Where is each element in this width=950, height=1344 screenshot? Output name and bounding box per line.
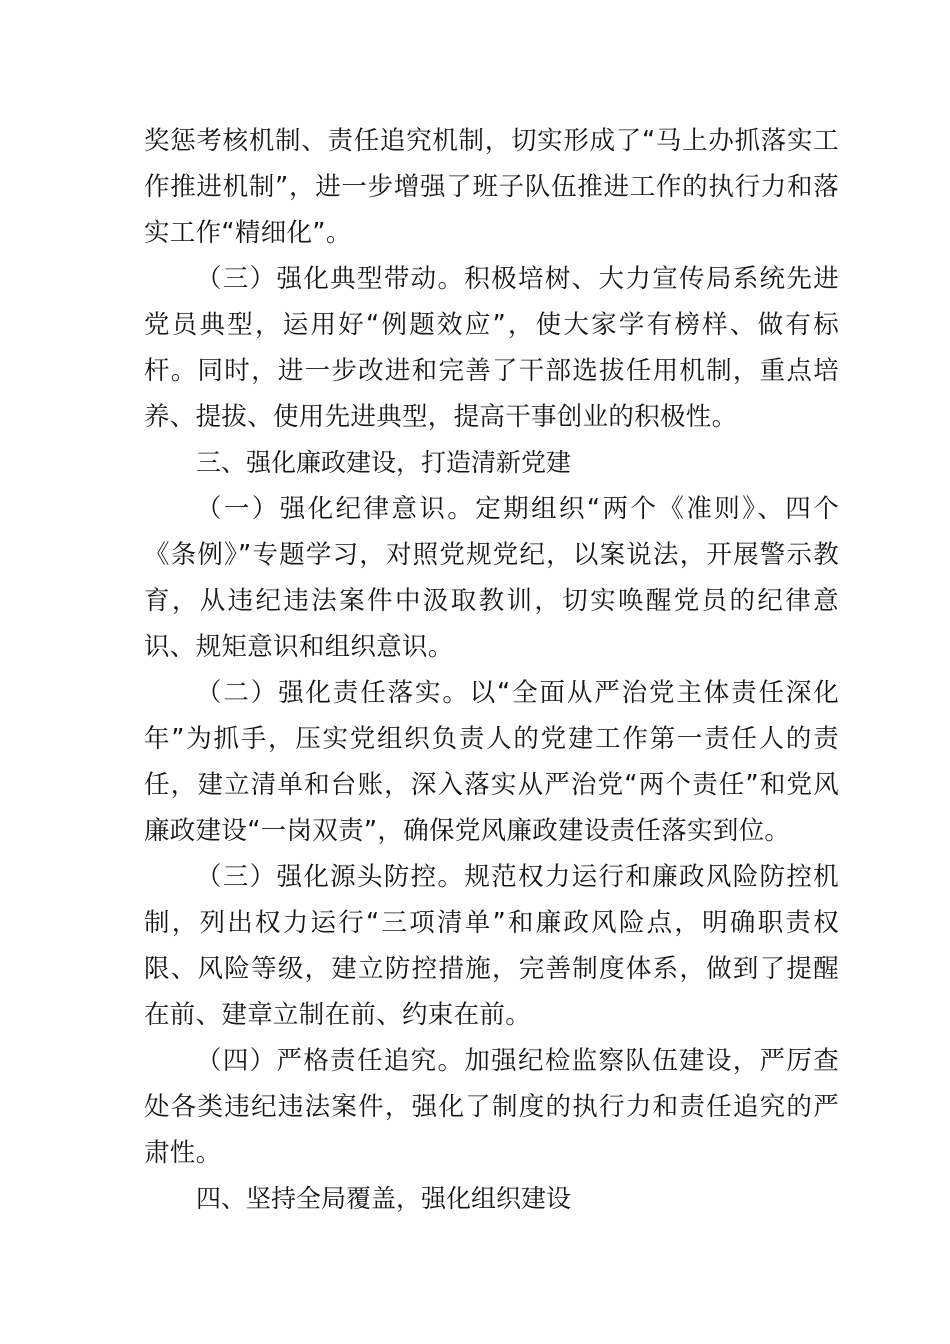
paragraph-discipline-awareness: （一）强化纪律意识。定期组织“两个《准则》、四个《条例》”专题学习，对照党规党纪，以案说法，开展警示教育，从违纪违法案件中汲取教训，切实唤醒党员的纪律意识、规矩意识和组织意识。	[144, 494, 839, 662]
document-body	[144, 118, 839, 1222]
paragraph-continuation: 奖惩考核机制、责任追究机制，切实形成了“马上办抓落实工作推进机制”，进一步增强了班子队伍推进工作的执行力和落实工作“精细化”。	[144, 126, 839, 248]
paragraph-typical-example: （三）强化典型带动。积极培树、大力宣传局系统先进党员典型，运用好“例题效应”，使大家学有榜样、做有标杆。同时，进一步改进和完善了干部选拔任用机制，重点培养、提拔、使用先进典型，提高干事创业的积极性。	[144, 264, 839, 432]
paragraph-accountability: （四）严格责任追究。加强纪检监察队伍建设，严厉查处各类违纪违法案件，强化了制度的执行力和责任追究的严肃性。	[144, 1046, 839, 1168]
section-heading-integrity: 三、强化廉政建设，打造清新党建	[196, 448, 572, 477]
section-heading-organization: 四、坚持全局覆盖，强化组织建设	[196, 1184, 572, 1213]
paragraph-responsibility: （二）强化责任落实。以“全面从严治党主体责任深化年”为抓手，压实党组织负责人的党建工作第一责任人的责任，建立清单和台账，深入落实从严治党“两个责任”和党风廉政建设“一岗双责”，确保党风廉政建设责任落实到位。	[144, 678, 839, 846]
paragraph-source-control: （三）强化源头防控。规范权力运行和廉政风险防控机制，列出权力运行“三项清单”和廉政风险点，明确职责权限、风险等级，建立防控措施，完善制度体系，做到了提醒在前、建章立制在前、约束在前。	[144, 862, 839, 1030]
